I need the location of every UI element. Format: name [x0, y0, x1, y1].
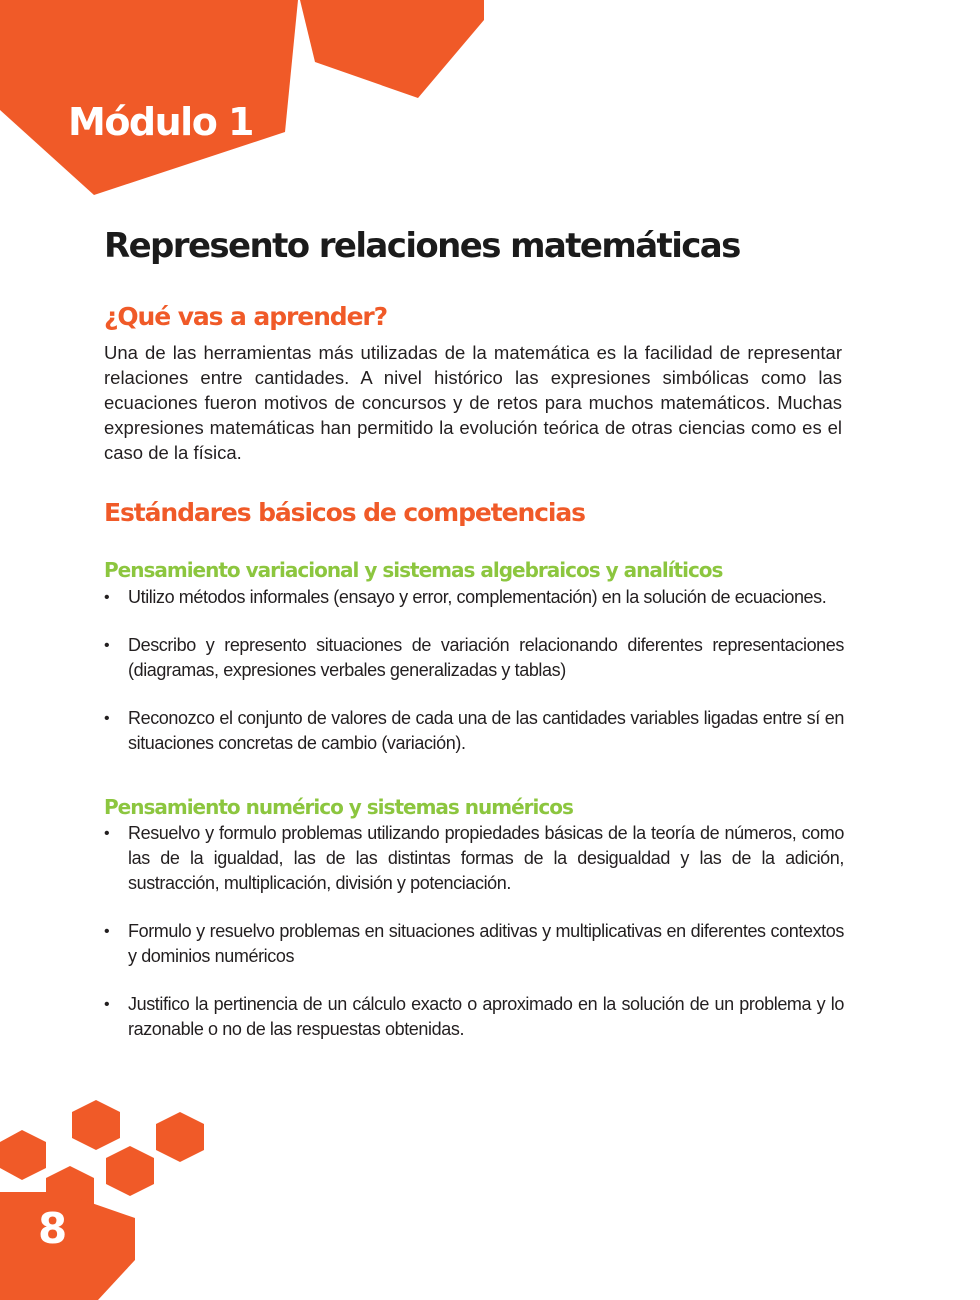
- footer-hexagon: [156, 1112, 204, 1162]
- learn-heading: ¿Qué vas a aprender?: [104, 302, 388, 331]
- standards-list: [104, 821, 844, 1065]
- standards-group-title: Pensamiento numérico y sistemas numéricos: [104, 795, 573, 819]
- standards-list: [104, 585, 844, 779]
- footer-hexagon: [72, 1100, 120, 1150]
- list-item: [104, 706, 844, 756]
- bullet-icon: •: [104, 589, 110, 606]
- list-item-text: Formulo y resuelvo problemas en situaciones aditivas y multiplicativas en diferentes contextos y dominios numéricos: [128, 921, 844, 966]
- module-label: Módulo 1: [68, 100, 253, 144]
- footer-hexagon: [0, 1130, 46, 1180]
- list-item: [104, 992, 844, 1042]
- learn-paragraph: Una de las herramientas más utilizadas de la matemática es la facilidad de representar relaciones entre cantidades. A nivel histórico las expresiones simbólicas como las ecuaciones fueron motivos de concursos y de retos para muchos matemáticos. Muchas expresiones matemáticas han permitido la evolución teórica de otras ciencias como es el caso de la física.: [104, 342, 842, 463]
- header-hexagon-right: [300, 0, 484, 98]
- page-number-hexagon: [0, 1192, 135, 1300]
- bullet-icon: •: [104, 637, 110, 654]
- list-item-text: Describo y represento situaciones de variación relacionando diferentes representaciones (diagramas, expresiones verbales generalizadas y tablas): [128, 635, 844, 680]
- bullet-icon: •: [104, 710, 110, 727]
- bullet-icon: •: [104, 996, 110, 1013]
- page-number: 8: [38, 1204, 68, 1253]
- standards-heading: Estándares básicos de competencias: [104, 498, 585, 527]
- list-item-text: Reconozco el conjunto de valores de cada una de las cantidades variables ligadas entre sí en situaciones concretas de cambio (variación).: [128, 708, 844, 753]
- footer-hexagon: [106, 1146, 154, 1196]
- list-item-text: Resuelvo y formulo problemas utilizando propiedades básicas de la teoría de números, como las de la igualdad, las de las distintas formas de la desigualdad y las de la adición, sustracción, multiplicación, división y potenciación.: [128, 823, 844, 893]
- list-item: [104, 821, 844, 896]
- list-item: [104, 585, 844, 610]
- header-hexagon-left: [0, 0, 298, 195]
- list-item: [104, 633, 844, 683]
- list-item: [104, 919, 844, 969]
- standards-group-title: Pensamiento variacional y sistemas algebraicos y analíticos: [104, 558, 723, 582]
- bullet-icon: •: [104, 923, 110, 940]
- list-item-text: Justifico la pertinencia de un cálculo exacto o aproximado en la solución de un problema y lo razonable o no de las respuestas obtenidas.: [128, 994, 844, 1039]
- footer-decoration: [0, 1090, 220, 1300]
- bullet-icon: •: [104, 825, 110, 842]
- page-title: Represento relaciones matemáticas: [104, 226, 740, 266]
- list-item-text: Utilizo métodos informales (ensayo y error, complementación) en la solución de ecuaciones.: [128, 587, 827, 607]
